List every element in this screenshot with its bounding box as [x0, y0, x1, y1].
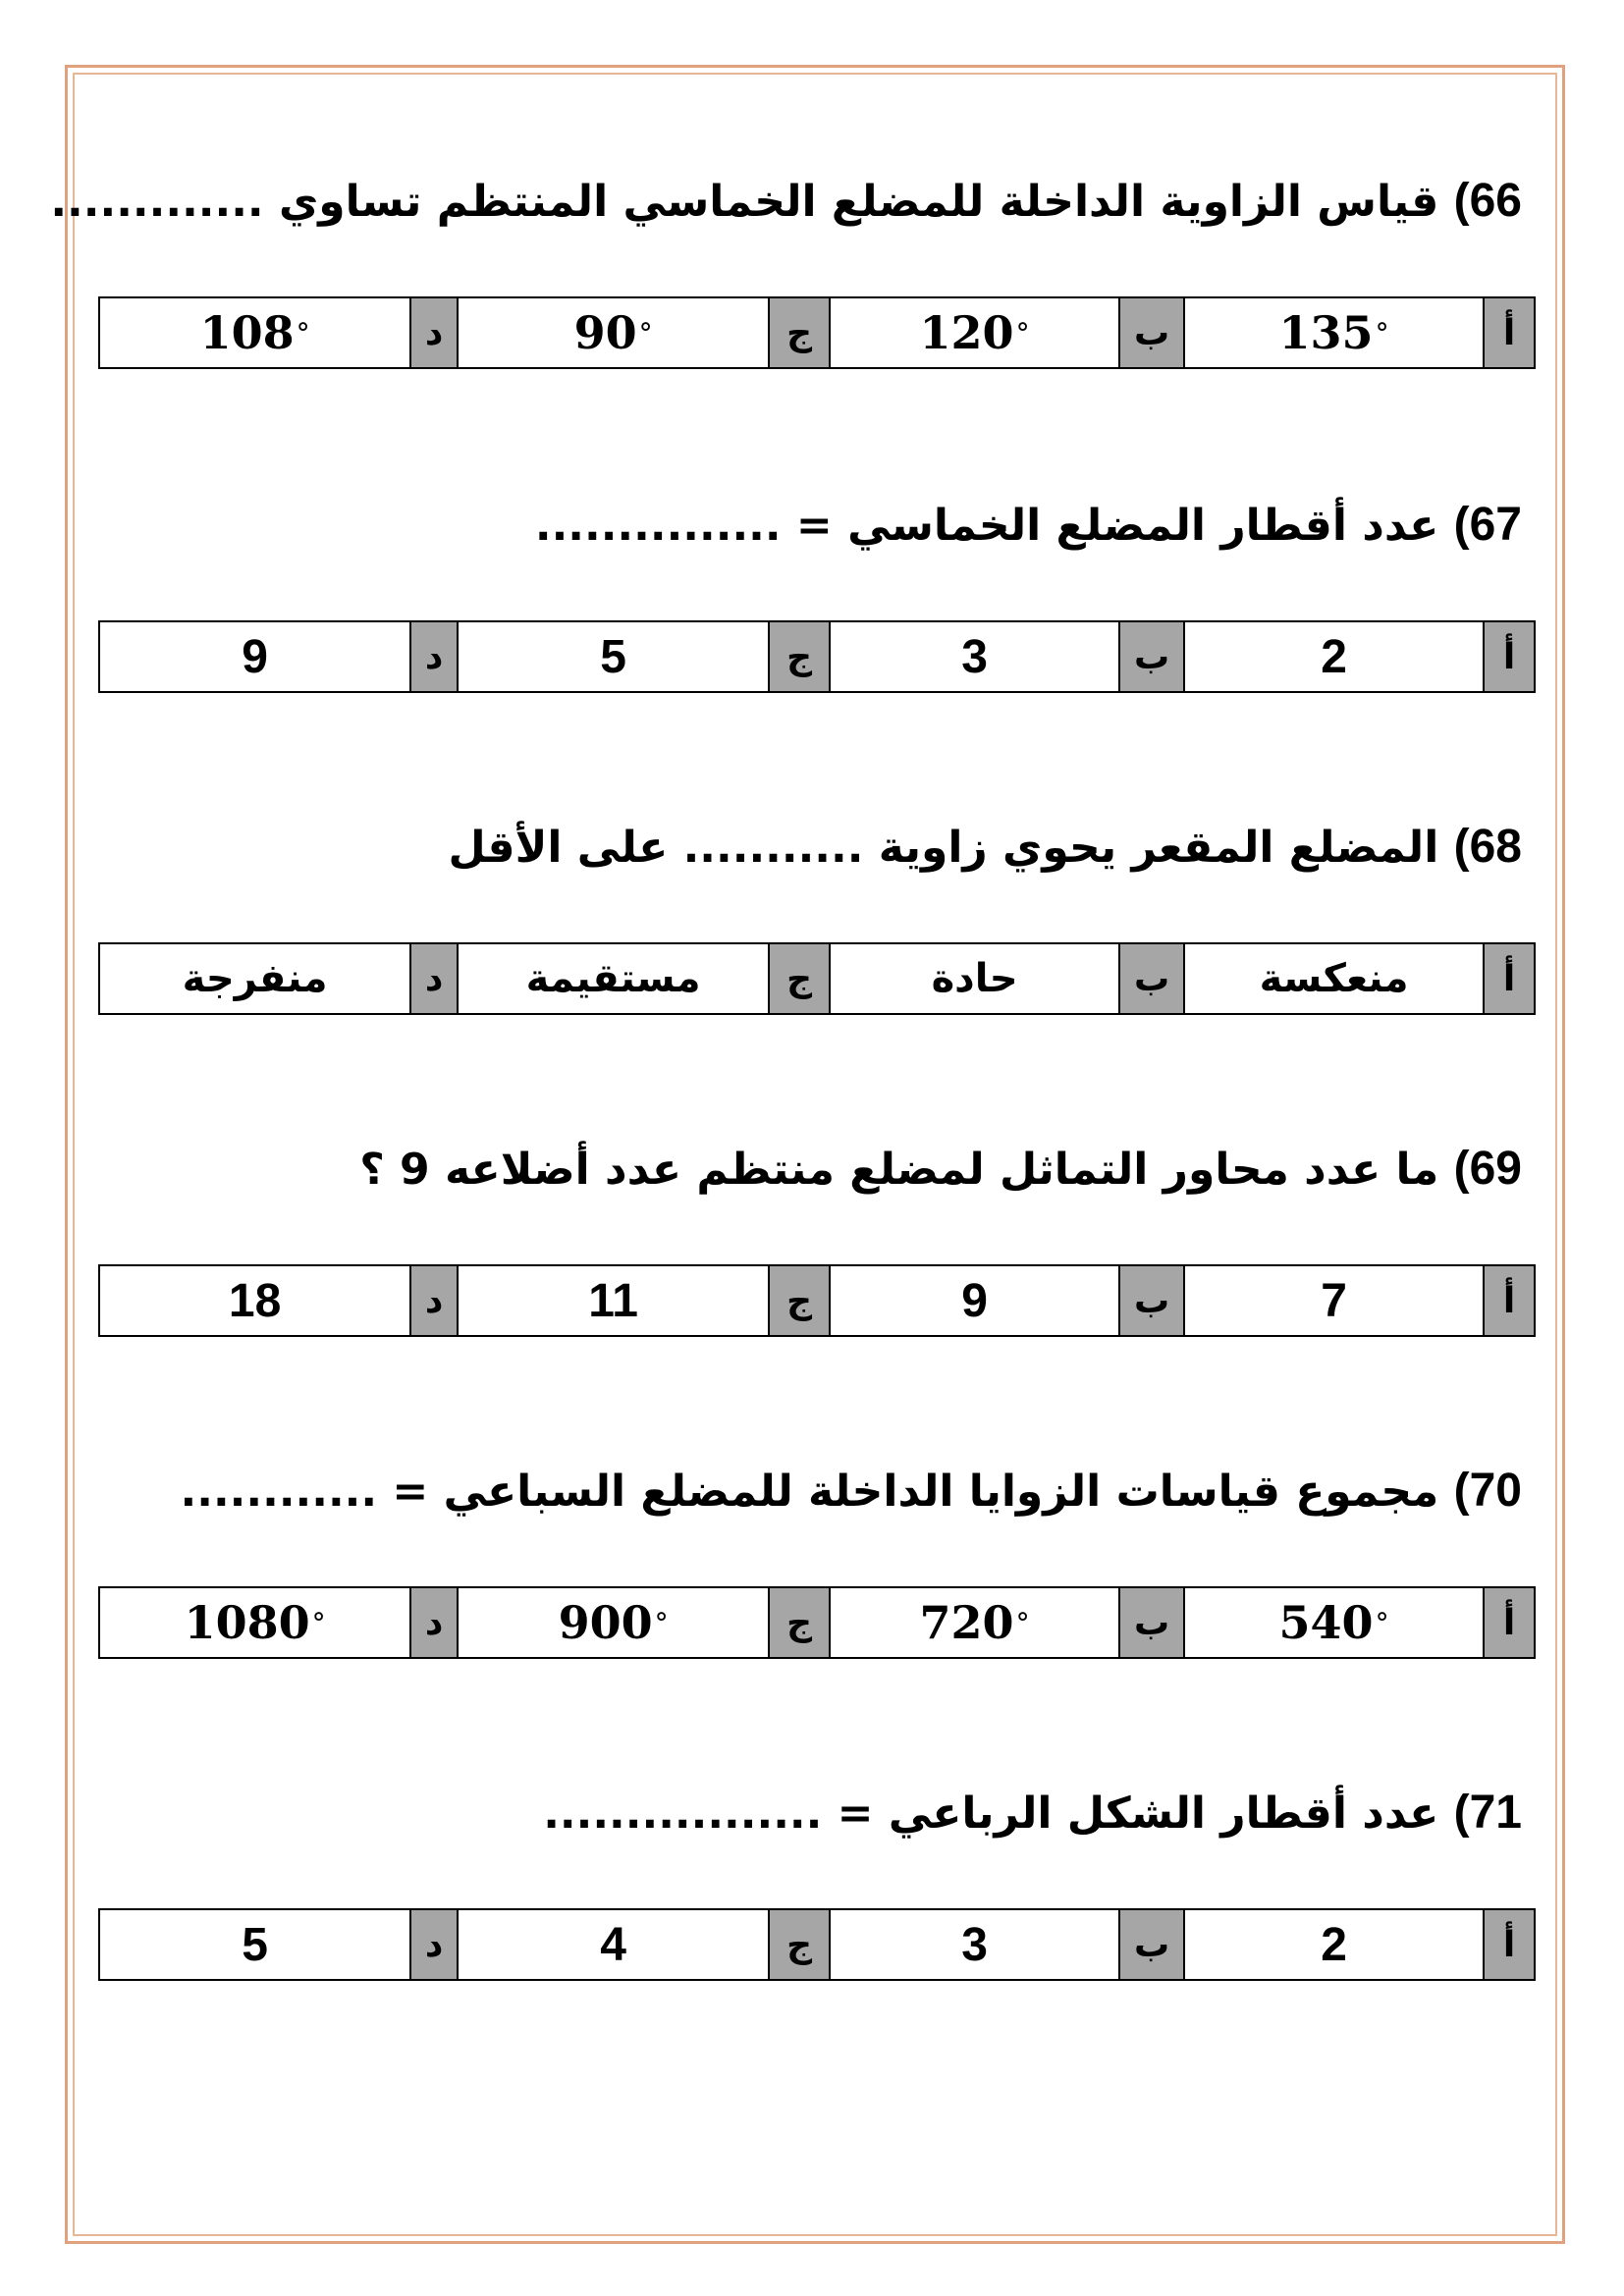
options-row [98, 942, 1536, 1015]
option-answer[interactable] [831, 1588, 1118, 1657]
option-value: 2 [1321, 1918, 1347, 1971]
option-letter: أ [1483, 944, 1534, 1013]
option-letter: ب [1118, 1910, 1185, 1979]
option-value: 900 [558, 1596, 653, 1649]
degree-symbol: ° [296, 316, 310, 349]
option-value: 120 [919, 306, 1014, 359]
question-prompt: المضلع المقعر يحوي زاوية ........... على الأقل [448, 823, 1439, 873]
question-prompt: قياس الزاوية الداخلة للمضلع الخماسي المنتظم تساوي ............. [50, 177, 1439, 227]
option-value: 720 [919, 1596, 1014, 1649]
option-letter: ب [1118, 1588, 1185, 1657]
option-answer[interactable] [459, 944, 768, 1013]
option-answer[interactable] [1185, 1588, 1483, 1657]
option-letter: ب [1118, 944, 1185, 1013]
option-value: حادة [931, 956, 1018, 1001]
question-text [108, 1457, 1522, 1525]
question-prompt: عدد أقطار الشكل الرباعي = ................. [543, 1789, 1439, 1839]
question-number: 71) [1453, 1787, 1522, 1839]
question-text [50, 167, 1522, 236]
option-letter: أ [1483, 1910, 1534, 1979]
option-letter: ب [1118, 298, 1185, 367]
question-prompt: ما عدد محاور التماثل لمضلع منتظم عدد أضلاعه 9 ؟ [359, 1145, 1439, 1195]
option-value: 90 [573, 306, 637, 359]
option-value: 3 [961, 1918, 988, 1971]
option-answer[interactable] [831, 1910, 1118, 1979]
option-value: 2 [1321, 630, 1347, 683]
question-number: 70) [1453, 1465, 1522, 1517]
option-value: مستقيمة [525, 956, 701, 1001]
option-answer[interactable] [1185, 622, 1483, 691]
option-value: منعكسة [1259, 956, 1409, 1001]
degree-symbol: ° [1375, 316, 1389, 349]
option-letter: د [409, 1588, 459, 1657]
option-letter: د [409, 1266, 459, 1335]
option-letter: د [409, 622, 459, 691]
degree-symbol: ° [654, 1606, 669, 1639]
option-answer[interactable] [459, 1910, 768, 1979]
option-letter: د [409, 298, 459, 367]
option-value: منفرجة [182, 956, 328, 1001]
option-value: 18 [228, 1274, 282, 1327]
option-answer[interactable] [1185, 944, 1483, 1013]
option-answer[interactable] [100, 1910, 409, 1979]
option-value: 108 [199, 306, 295, 359]
options-row [98, 620, 1536, 693]
option-value: 9 [961, 1274, 988, 1327]
option-answer[interactable] [459, 1266, 768, 1335]
degree-symbol: ° [638, 316, 653, 349]
degree-symbol: ° [311, 1606, 326, 1639]
option-answer[interactable] [831, 622, 1118, 691]
option-letter: أ [1483, 1588, 1534, 1657]
option-answer[interactable] [100, 1266, 409, 1335]
question-text [108, 491, 1522, 560]
question-text [108, 1779, 1522, 1847]
options-row [98, 1586, 1536, 1659]
option-value: 135 [1278, 306, 1374, 359]
option-answer[interactable] [100, 298, 409, 367]
question-text [108, 813, 1522, 881]
option-answer[interactable] [459, 622, 768, 691]
option-value: 11 [588, 1274, 638, 1327]
option-value: 1080 [184, 1596, 310, 1649]
option-letter: أ [1483, 298, 1534, 367]
option-letter: ب [1118, 1266, 1185, 1335]
option-value: 540 [1278, 1596, 1374, 1649]
degree-symbol: ° [1015, 1606, 1030, 1639]
option-letter: ج [768, 1910, 831, 1979]
option-letter: د [409, 944, 459, 1013]
question-number: 67) [1453, 499, 1522, 551]
option-letter: ج [768, 944, 831, 1013]
option-letter: أ [1483, 622, 1534, 691]
option-value: 4 [600, 1918, 626, 1971]
options-row [98, 1264, 1536, 1337]
option-value: 3 [961, 630, 988, 683]
option-answer[interactable] [459, 298, 768, 367]
option-letter: ج [768, 298, 831, 367]
question-prompt: عدد أقطار المضلع الخماسي = ............... [534, 501, 1439, 551]
question-number: 68) [1453, 821, 1522, 873]
option-value: 9 [242, 630, 268, 683]
degree-symbol: ° [1375, 1606, 1389, 1639]
option-answer[interactable] [831, 298, 1118, 367]
option-letter: أ [1483, 1266, 1534, 1335]
question-prompt: مجموع قياسات الزوايا الداخلة للمضلع السباعي = ............ [180, 1467, 1439, 1517]
option-letter: ج [768, 622, 831, 691]
option-answer[interactable] [100, 1588, 409, 1657]
option-value: 5 [600, 630, 626, 683]
options-row [98, 1908, 1536, 1981]
option-letter: د [409, 1910, 459, 1979]
degree-symbol: ° [1015, 316, 1030, 349]
question-text [108, 1135, 1522, 1203]
option-answer[interactable] [831, 944, 1118, 1013]
question-number: 69) [1453, 1143, 1522, 1195]
question-number: 66) [1453, 175, 1522, 227]
option-letter: ب [1118, 622, 1185, 691]
option-letter: ج [768, 1588, 831, 1657]
option-answer[interactable] [1185, 1266, 1483, 1335]
option-value: 5 [242, 1918, 268, 1971]
option-answer[interactable] [459, 1588, 768, 1657]
option-answer[interactable] [1185, 298, 1483, 367]
option-value: 7 [1321, 1274, 1347, 1327]
option-answer[interactable] [100, 944, 409, 1013]
option-letter: ج [768, 1266, 831, 1335]
option-answer[interactable] [100, 622, 409, 691]
option-answer[interactable] [831, 1266, 1118, 1335]
options-row [98, 296, 1536, 369]
option-answer[interactable] [1185, 1910, 1483, 1979]
